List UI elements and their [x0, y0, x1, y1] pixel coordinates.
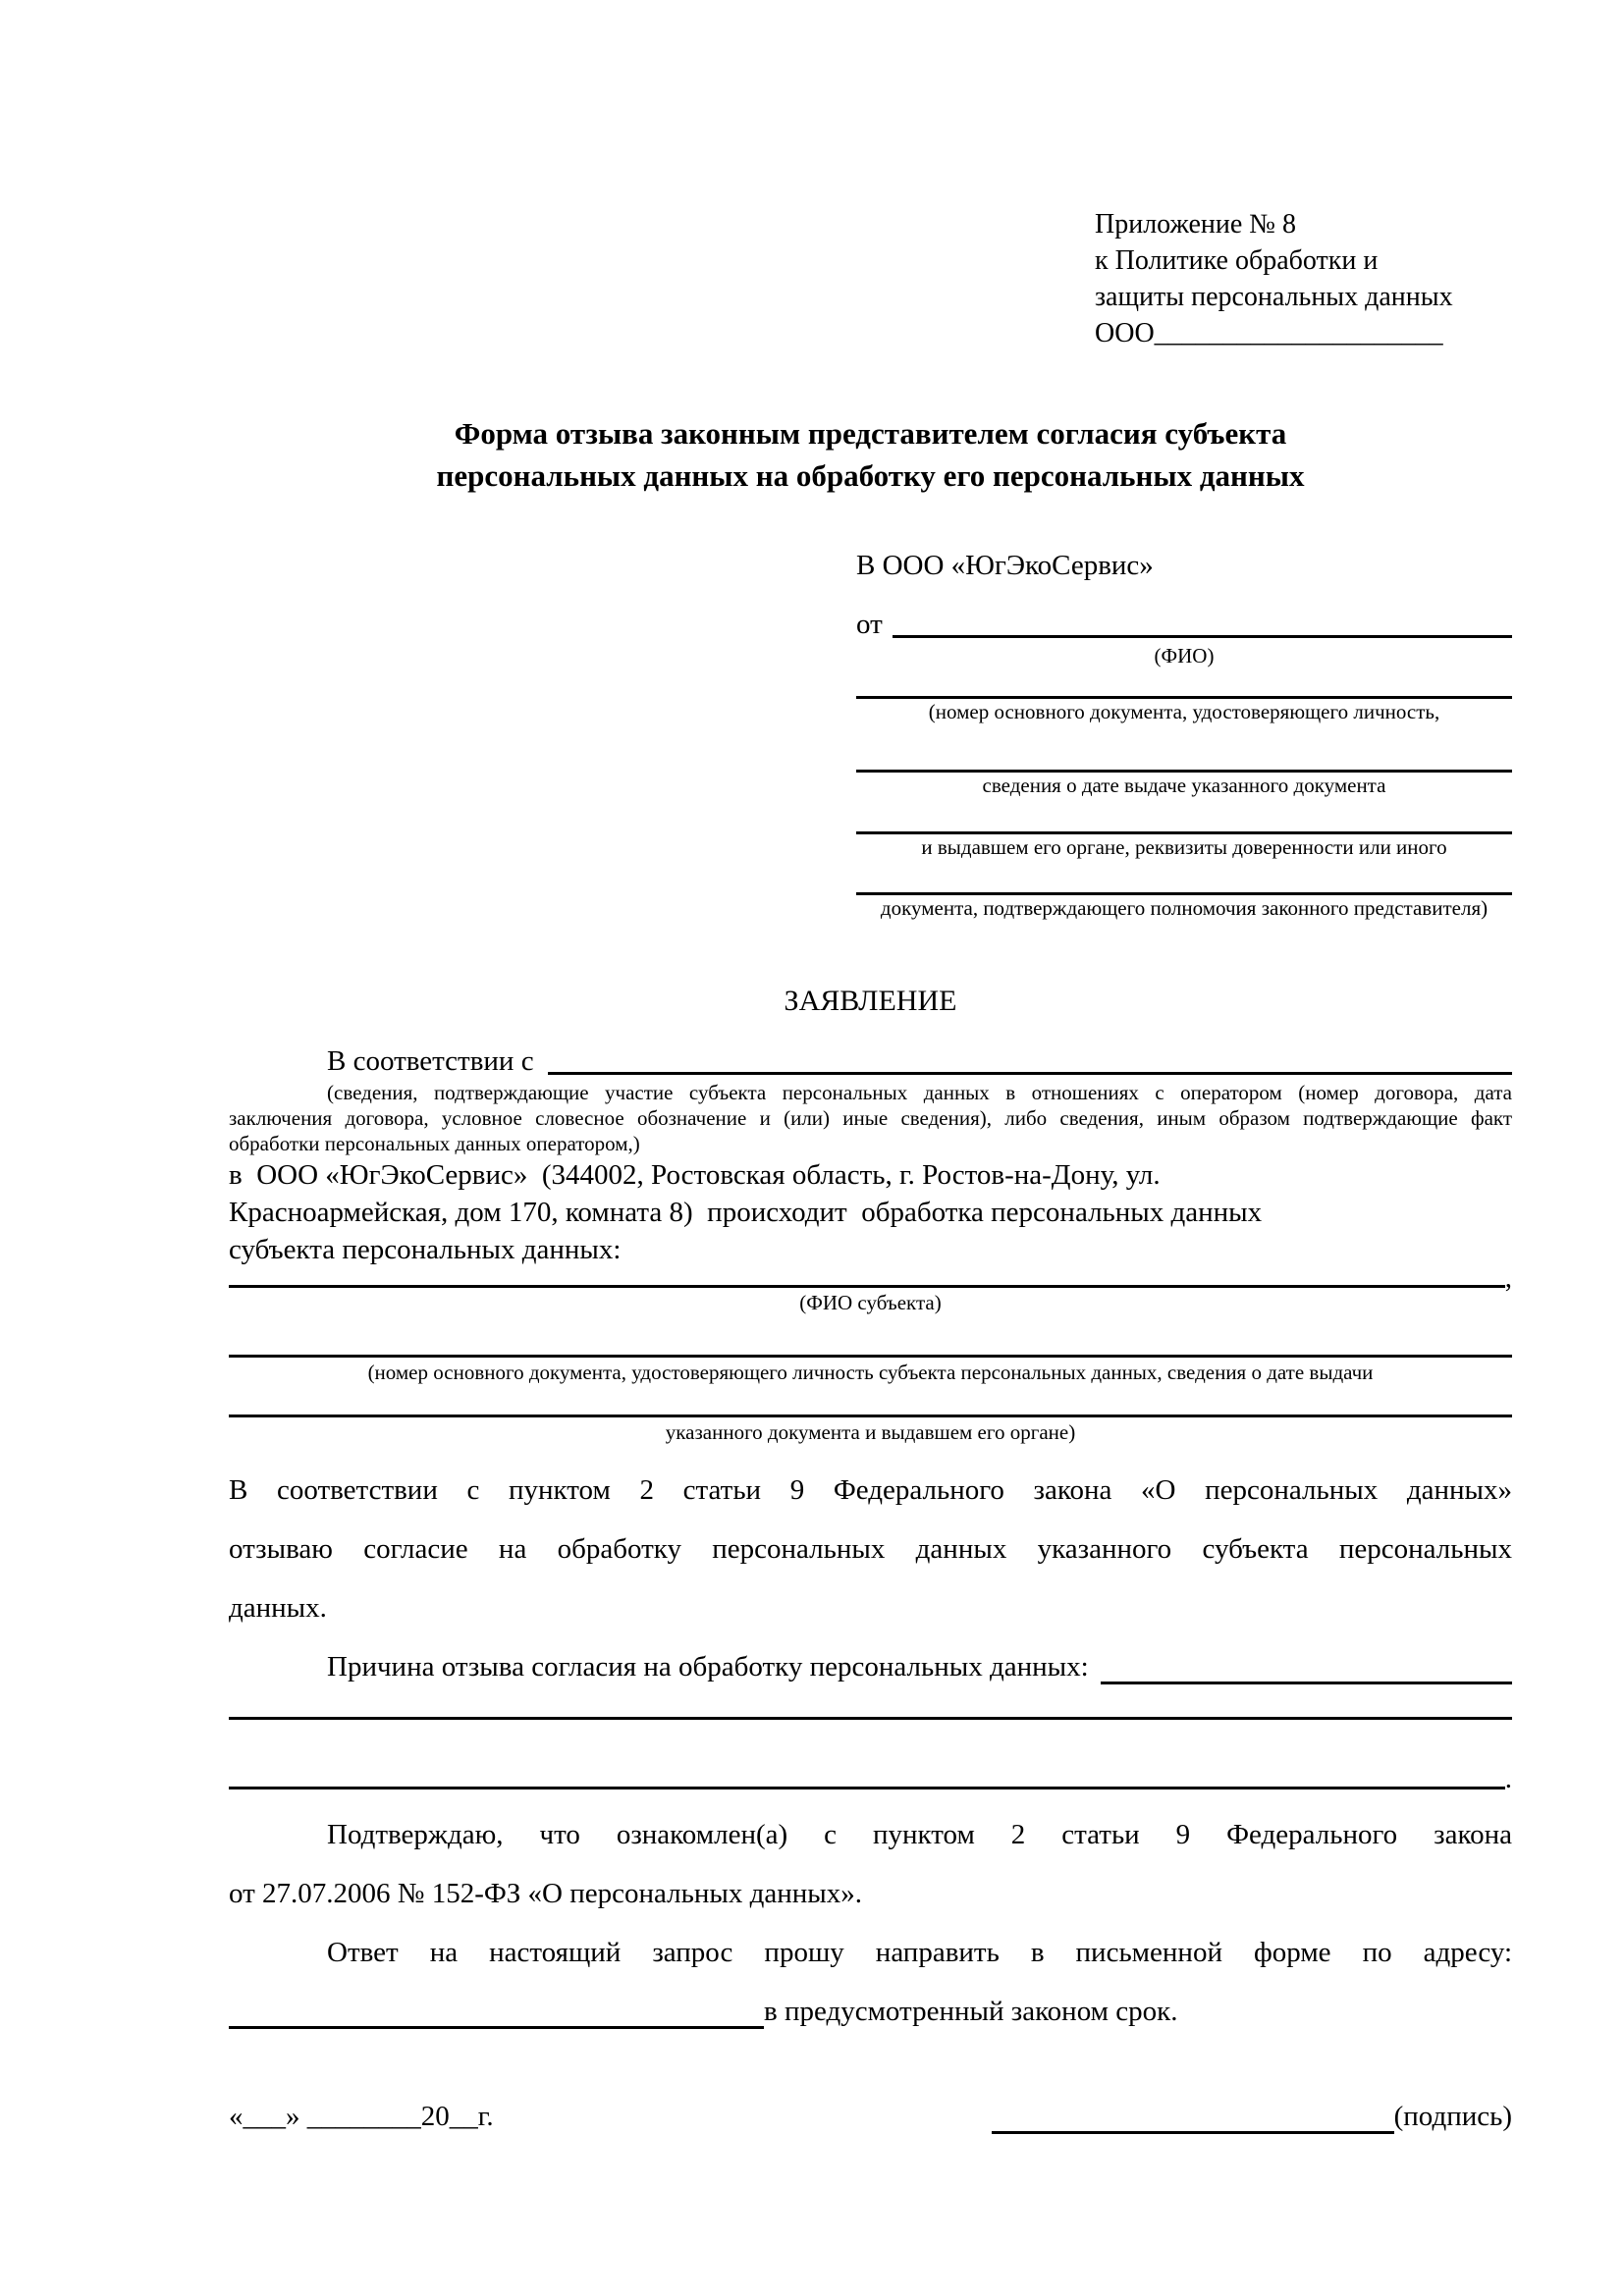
date-blank-field: «___» ________20__г.: [229, 2101, 494, 2132]
subject-fio-comma: ,: [1504, 1262, 1512, 1294]
withdraw-paragraph-line: отзываю согласие на обработку персональных данных указанного субъекта персональных: [229, 1533, 1512, 1565]
intro-blank-line: [548, 1042, 1512, 1075]
confirm-paragraph-line: Подтверждаю, что ознакомлен(а) с пунктом 2 статьи 9 Федерального закона: [327, 1819, 1512, 1850]
intro-note-line: заключения договора, условное словесное обозначение и (или) иные сведения), либо сведения, иным образом подтверждающие факт: [229, 1106, 1512, 1130]
field-caption: (номер основного документа, удостоверяющего личность,: [928, 700, 1440, 723]
field-caption: сведения о дате выдаче указанного документа: [982, 774, 1386, 797]
appendix-note-company-blank: ООО_____________________: [1095, 318, 1443, 348]
reason-blank-line-2: [229, 1720, 1505, 1789]
operator-paragraph-line: Красноармейская, дом 170, комната 8) происходит обработка персональных данных: [229, 1197, 1263, 1228]
signature-blank-line: [992, 2087, 1394, 2134]
subject-doc-caption: указанного документа и выдавшем его органе): [665, 1420, 1076, 1444]
subject-fio-caption: (ФИО субъекта): [799, 1291, 942, 1314]
confirm-paragraph-line: от 27.07.2006 № 152-ФЗ «О персональных данных».: [229, 1878, 863, 1909]
reply-address-blank-line: [229, 1982, 764, 2029]
from-label: от: [856, 609, 883, 640]
signature-caption: (подпись): [1393, 2101, 1512, 2132]
reason-blank-rule-2: [229, 1720, 1512, 1794]
operator-paragraph: [229, 1156, 1512, 1268]
intro-field: [229, 1042, 1512, 1080]
addressee-block: [856, 547, 1512, 921]
subject-fio-field: [229, 1262, 1512, 1294]
subject-fio-blank-line: [229, 1262, 1505, 1288]
reply-paragraph-tail: в предусмотренный законом срок.: [764, 1996, 1178, 2027]
blank-field-rule: [229, 1355, 1512, 1358]
intro-note: [229, 1080, 1512, 1156]
subject-doc-caption: (номер основного документа, удостоверяющего личность субъекта персональных данных, сведения о дате выдачи: [367, 1361, 1374, 1384]
withdraw-paragraph-line: данных.: [229, 1592, 327, 1624]
withdraw-paragraph: [229, 1461, 1512, 1637]
document-title-line: персональных данных на обработку его персональных данных: [436, 458, 1305, 493]
field-caption: и выдавшем его органе, реквизиты доверенности или иного: [921, 835, 1447, 859]
appendix-note-line: защиты персональных данных: [1095, 282, 1453, 312]
reason-field: [229, 1637, 1512, 1696]
from-blank-line: [893, 606, 1512, 638]
appendix-note: [1095, 206, 1512, 351]
appendix-note-line: Приложение № 8: [1095, 209, 1296, 240]
footer: [229, 2087, 1512, 2146]
appendix-note-line: к Политике обработки и: [1095, 245, 1379, 276]
intro-note-line: обработки персональных данных оператором,): [229, 1132, 640, 1155]
statement-heading: ЗАЯВЛЕНИЕ: [784, 985, 957, 1017]
document-title-line: Форма отзыва законным представителем согласия субъекта: [454, 416, 1287, 451]
intro-note-line: (сведения, подтверждающие участие субъекта персональных данных в отношениях с оператором (номер договора, дата: [327, 1081, 1512, 1104]
confirm-paragraph: [229, 1805, 1512, 1923]
operator-paragraph-line: в ООО «ЮгЭкоСервис» (344002, Ростовская область, г. Ростов-на-Дону, ул.: [229, 1159, 1161, 1191]
signature-field: [992, 2087, 1512, 2146]
reason-label: Причина отзыва согласия на обработку персональных данных:: [327, 1651, 1089, 1682]
blank-field-rule: [229, 1415, 1512, 1417]
fio-caption: (ФИО): [1154, 644, 1215, 667]
reply-paragraph-line: Ответ на настоящий запрос прошу направить в письменной форме по адресу:: [327, 1937, 1512, 1968]
field-caption: документа, подтверждающего полномочия законного представителя): [880, 896, 1489, 920]
withdraw-paragraph-line: В соответствии с пунктом 2 статьи 9 Федерального закона «О персональных данных»: [229, 1474, 1512, 1506]
intro-label: В соответствии с: [327, 1045, 534, 1077]
reason-blank-line: [1101, 1637, 1512, 1684]
from-field: [856, 606, 1512, 643]
operator-paragraph-line: субъекта персональных данных:: [229, 1234, 622, 1265]
reason-period: .: [1504, 1763, 1512, 1794]
addressee-to: В ООО «ЮгЭкоСервис»: [856, 550, 1154, 581]
reply-address-field: [229, 1982, 1512, 2041]
document-title: [229, 412, 1512, 497]
